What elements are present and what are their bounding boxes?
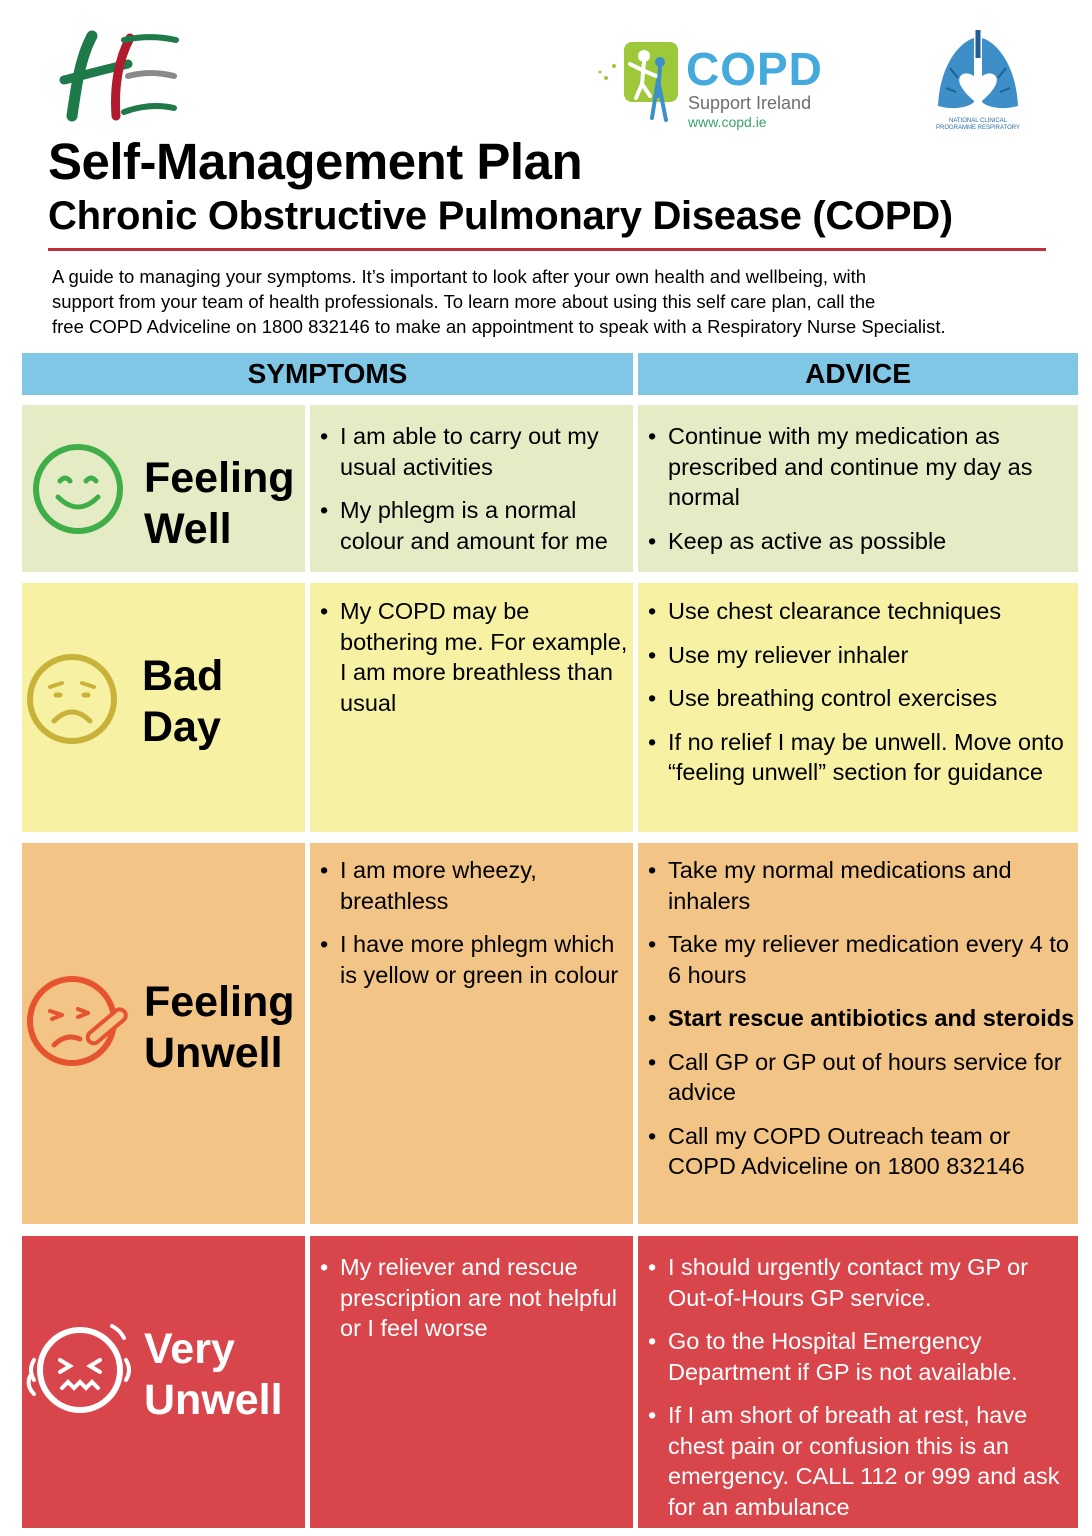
symptoms-column-header: SYMPTOMS [22,353,633,395]
copd-logo-subtitle: Support Ireland [688,93,812,113]
status-line: Unwell [144,1029,283,1077]
symptom-item: • I am more wheezy, breathless [318,855,633,916]
advice-item: • Use breathing control exercises [646,683,1078,714]
advice-item: • Keep as active as possible [646,526,1078,557]
advice-item: • I should urgently contact my GP or Out-of-Hours GP service. [646,1252,1078,1313]
zone-row-feeling-unwell [22,843,1078,1224]
copd-logo-url: www.copd.ie [688,114,767,130]
intro-line: support from your team of health professionals. To learn more about using this self care plan, call the [52,291,876,312]
sick-face-thermometer-icon [26,971,130,1071]
intro-line: A guide to managing your symptoms. It’s important to look after your own health and wellbeing, with [52,266,867,287]
status-line: Unwell [144,1376,283,1424]
happy-face-icon [32,443,124,535]
ncpr-logo-text: NATIONAL CLINICAL PROGRAMME RESPIRATORY [935,118,1020,131]
advice-cell [638,843,1078,1224]
zone-row-bad-day [22,583,1078,832]
intro-text [52,264,1072,339]
status-line: Feeling [144,454,295,502]
advice-item: • Call GP or GP out of hours service for advice [646,1047,1078,1108]
symptom-item: • I am able to carry out my usual activities [318,421,633,482]
zone-row-very-unwell [22,1236,1078,1528]
hse-logo [58,28,186,128]
page-subtitle: Chronic Obstructive Pulmonary Disease (COPD) [48,194,953,238]
advice-item: • Go to the Hospital Emergency Department if GP is not available. [646,1326,1078,1387]
advice-item: • Take my normal medications and inhalers [646,855,1078,916]
status-cell [22,1236,305,1528]
status-line: Well [144,505,232,553]
status-line: Very [144,1325,235,1373]
status-label [142,651,223,753]
status-line: Bad [142,652,224,700]
advice-item: • Use my reliever inhaler [646,640,1078,671]
page-title: Self-Management Plan [48,133,583,190]
zone-row-feeling-well [22,405,1078,572]
symptoms-cell [310,583,633,832]
symptoms-cell [310,1236,633,1528]
symptom-item: • My phlegm is a normal colour and amount for me [318,495,633,556]
symptoms-cell [310,843,633,1224]
status-line: Day [142,703,221,751]
advice-item: • Use chest clearance techniques [646,596,1078,627]
advice-item: • If I am short of breath at rest, have chest pain or confusion this is an emergency. CALL 112 or 999 and ask for an ambulance [646,1400,1078,1522]
advice-cell [638,1236,1078,1528]
copd-figures-icon [596,36,686,132]
title-divider [48,248,1046,251]
status-line: Feeling [144,978,295,1026]
symptom-item: • I have more phlegm which is yellow or green in colour [318,929,633,990]
advice-item: • Call my COPD Outreach team or COPD Adviceline on 1800 832146 [646,1121,1078,1182]
status-cell [22,843,305,1224]
distressed-face-icon [24,1316,136,1424]
symptom-item: • My COPD may be bothering me. For example, I am more breathless than usual [318,596,633,718]
advice-item: • Take my reliever medication every 4 to 6 hours [646,929,1078,990]
advice-item: • If no relief I may be unwell. Move onto “feeling unwell” section for guidance [646,727,1078,788]
symptoms-cell [310,405,633,572]
copd-support-logo [596,36,836,132]
advice-cell [638,583,1078,832]
status-label [144,453,295,555]
hse-logo-icon [58,28,186,128]
sad-face-icon [26,653,118,745]
lungs-icon [930,28,1026,118]
advice-item: • Continue with my medication as prescribed and continue my day as normal [646,421,1078,513]
status-cell [22,405,305,572]
advice-column-header: ADVICE [638,353,1078,395]
advice-cell [638,405,1078,572]
status-label [144,977,295,1079]
intro-line: free COPD Adviceline on 1800 832146 to make an appointment to speak with a Respiratory Nurse Specialist. [52,316,946,337]
advice-item-emphasis: • Start rescue antibiotics and steroids [646,1003,1078,1034]
ncpr-logo [930,28,1026,134]
status-label [144,1324,283,1426]
status-cell [22,583,305,832]
copd-logo-title: COPD [686,43,823,95]
symptom-item: • My reliever and rescue prescription are not helpful or I feel worse [318,1252,633,1344]
